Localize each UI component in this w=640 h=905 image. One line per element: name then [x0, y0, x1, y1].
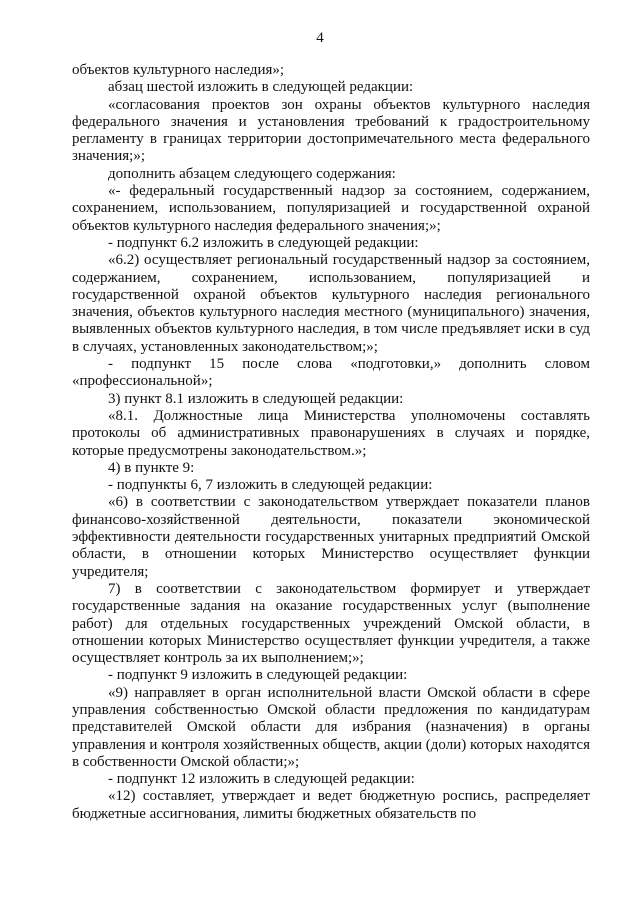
- paragraph: - подпункт 9 изложить в следующей редакции:: [108, 667, 408, 684]
- paragraph: - подпункт 12 изложить в следующей редакции:: [108, 771, 415, 788]
- page-number: 4: [316, 30, 324, 46]
- paragraph: - подпункт 15 после слова «подготовки,» дополнить словом «профессиональной»;: [72, 356, 590, 390]
- paragraph: 3) пункт 8.1 изложить в следующей редакции:: [108, 390, 404, 407]
- paragraph: дополнить абзацем следующего содержания:: [108, 165, 396, 182]
- paragraph: - подпункт 6.2 изложить в следующей редакции:: [108, 234, 419, 251]
- paragraph: «8.1. Должностные лица Министерства уполномочены составлять протоколы об административных правонарушениях в случаях и порядке, которые предусмотрены законодательством.»;: [72, 407, 590, 459]
- paragraph: 4) в пункте 9:: [108, 459, 195, 476]
- document-body: [72, 62, 590, 823]
- paragraph: «согласования проектов зон охраны объектов культурного наследия федерального значения и установления требований к градостроительному регламенту в границах территории достопримечательного места федерального значения;»;: [72, 96, 590, 165]
- paragraph: 7) в соответствии с законодательством формирует и утверждает государственные задания на оказание государственных услуг (выполнение работ) для отдельных государственных учреждений Омской области, в отношении которых Министерство осуществляет функции учредителя, а также осуществляет контроль за их выполнением;»;: [72, 580, 590, 667]
- paragraph: «6.2) осуществляет региональный государственный надзор за состоянием, содержанием, сохранением, использованием, популяризацией и государственной охраной объектов культурного наследия регионального значения, объектов культурного наследия местного (муниципального) значения, выявленных объектов культурного наследия, в том числе предъявляет иски в суд в случаях, установленных законодательством;»;: [72, 252, 590, 355]
- paragraph: абзац шестой изложить в следующей редакции:: [108, 79, 414, 96]
- paragraph: «12) составляет, утверждает и ведет бюджетную роспись, распределяет бюджетные ассигнования, лимиты бюджетных обязательств по: [72, 788, 590, 822]
- paragraph: - подпункты 6, 7 изложить в следующей редакции:: [108, 477, 433, 494]
- paragraph: «9) направляет в орган исполнительной власти Омской области в сфере управления собственностью Омской области предложения по кандидатурам представителей Омской области для избрания (назначения) в органы управления и контроля хозяйственных обществ, акции (доли) которых находятся в собственности Омской области;»;: [72, 684, 590, 770]
- paragraph: «- федеральный государственный надзор за состоянием, содержанием, сохранением, использованием, популяризацией и государственной охраной объектов культурного наследия федерального значения;»;: [72, 183, 590, 234]
- paragraph: объектов культурного наследия»;: [72, 62, 285, 78]
- paragraph: «6) в соответствии с законодательством утверждает показатели планов финансово-хозяйственной деятельности, показатели экономической эффективности деятельности государственных унитарных предприятий Омской области, в отношении которых Министерство осуществляет функции учредителя;: [72, 494, 590, 580]
